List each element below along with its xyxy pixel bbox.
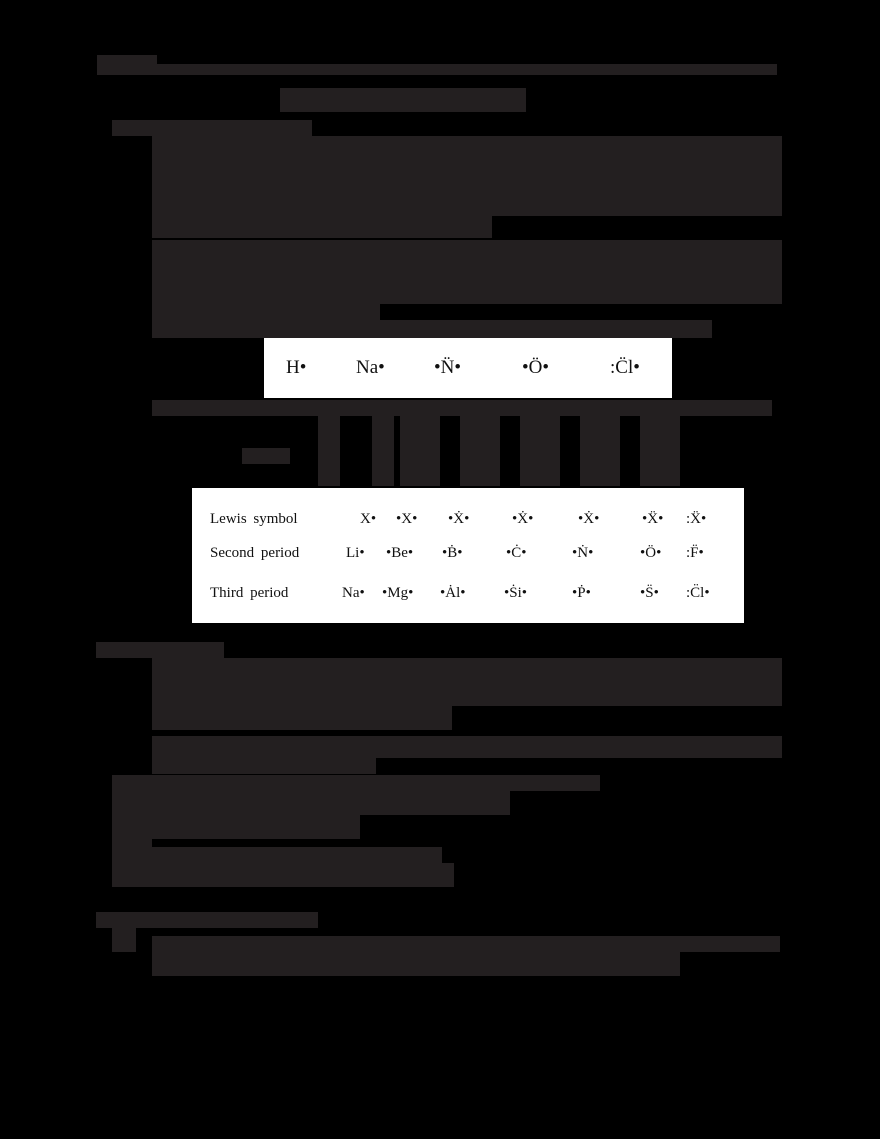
paragraph-line (152, 200, 782, 216)
list-item (152, 775, 600, 791)
group-arrow-13 (400, 416, 440, 486)
paragraph-line (152, 272, 782, 288)
paragraph-line (152, 320, 712, 338)
section-heading (96, 642, 224, 658)
paragraph-line (152, 674, 782, 690)
cell: •Ṗ• (572, 584, 591, 601)
paragraph-line (152, 168, 782, 184)
cell: :C̈l• (686, 584, 710, 601)
section-title (280, 88, 526, 112)
group-arrow-16 (580, 416, 620, 486)
lewis-symbol-table-figure (192, 488, 744, 623)
list-item (152, 815, 360, 839)
cell: •Ṡi• (504, 584, 528, 601)
paragraph-line (152, 288, 782, 304)
row-label: Lewis symbol (210, 510, 298, 527)
paragraph-line (152, 952, 680, 976)
cell: X• (360, 510, 377, 527)
symbol-na: Na• (356, 357, 385, 378)
row-second-period (210, 534, 744, 572)
paragraph-line (152, 240, 782, 256)
row-label: Second period (210, 544, 300, 561)
row-third-period (210, 574, 744, 612)
cell: •S̈• (640, 584, 659, 601)
list-item (152, 863, 454, 887)
paragraph-line (152, 152, 782, 168)
symbol-n: •N̈• (434, 357, 462, 378)
group-arrow-1 (318, 416, 340, 486)
section-heading (96, 912, 318, 928)
cell: •X• (396, 510, 418, 527)
symbol-o: •Ö• (522, 357, 550, 378)
cell: •Ẍ• (642, 510, 664, 527)
cell: Li• (346, 544, 365, 561)
paragraph-line (152, 658, 782, 674)
symbol-cl: :C̈l• (610, 357, 640, 378)
cell: •Ȧl• (440, 584, 466, 601)
paragraph-line (152, 256, 782, 272)
list-item (152, 791, 510, 815)
paragraph-line (152, 936, 780, 952)
group-arrow-17 (640, 416, 680, 486)
cell: •Ẋ• (578, 510, 600, 527)
row-label: Third period (210, 584, 289, 601)
lewis-dot-figure-1 (264, 338, 672, 398)
cell: •Ċ• (506, 544, 527, 561)
cell: Na• (342, 584, 365, 601)
cell: •Ö• (640, 544, 662, 561)
group-arrow-14 (460, 416, 500, 486)
group-label (242, 448, 290, 464)
list-markers (112, 928, 136, 952)
row-lewis-symbol (210, 500, 744, 538)
cell: •Ṅ• (572, 544, 594, 561)
paragraph-line (152, 690, 782, 706)
paragraph-line (152, 706, 452, 730)
paragraph-line (152, 184, 782, 200)
paragraph-line (152, 136, 782, 152)
list-item (152, 847, 442, 863)
symbol-h: H• (286, 357, 307, 378)
cell: •Ẋ• (448, 510, 470, 527)
paragraph-line (152, 400, 772, 416)
paragraph-line (152, 758, 376, 774)
paragraph-line (152, 304, 380, 320)
cell: •Mg• (382, 584, 414, 601)
cell: •Ẋ• (512, 510, 534, 527)
group-arrow-15 (520, 416, 560, 486)
paragraph-line (152, 736, 782, 758)
cell: :F̈• (686, 544, 704, 561)
paragraph-line (152, 216, 492, 238)
header-rule (97, 64, 777, 75)
list-markers (112, 775, 152, 887)
group-arrow-2 (372, 416, 394, 486)
subsection-heading (112, 120, 312, 136)
cell: :Ẍ• (686, 510, 707, 527)
cell: •Ḃ• (442, 544, 463, 561)
cell: •Be• (386, 544, 414, 561)
